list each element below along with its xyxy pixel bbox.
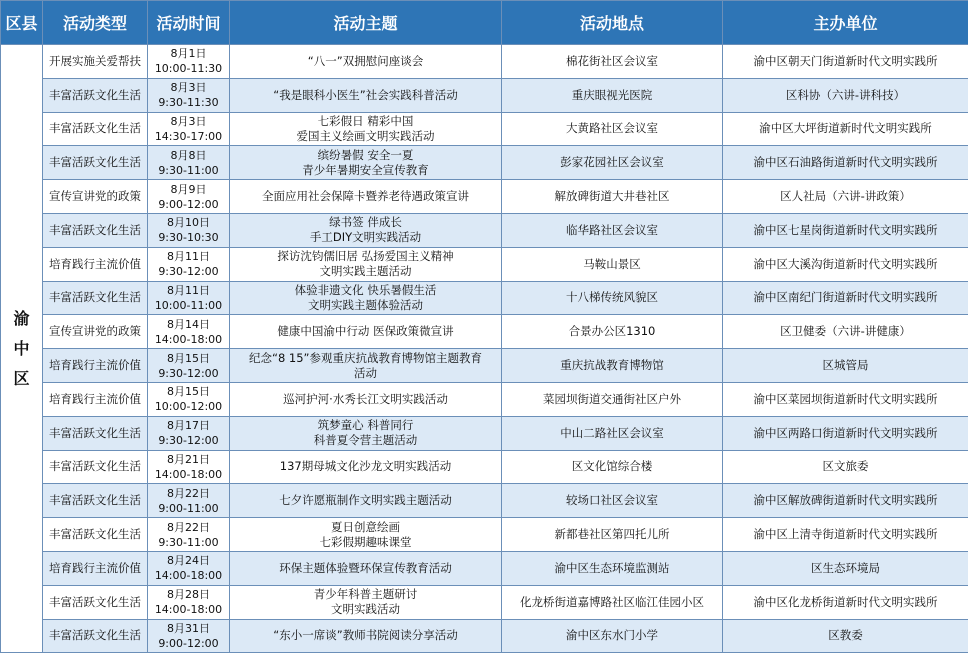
activity-theme-cell [230,484,502,518]
activity-type-cell: 丰富活跃文化生活 [43,416,148,450]
activity-theme-cell [230,518,502,552]
host-unit-cell: 渝中区化龙桥街道新时代文明实践所 [723,585,968,619]
activity-time-range: 10:00-11:30 [148,61,229,76]
activity-location-cell: 化龙桥街道嘉博路社区临江佳园小区 [502,585,723,619]
activity-theme-line: 文明实践主题活动 [230,264,501,279]
activity-theme-cell [230,45,502,79]
activity-time-cell [148,180,230,214]
header-host-unit: 主办单位 [723,1,968,45]
activity-type-cell: 培育践行主流价值 [43,247,148,281]
activity-type-cell: 丰富活跃文化生活 [43,450,148,484]
activity-location-cell: 临华路社区会议室 [502,213,723,247]
table-row [1,247,968,281]
host-unit-cell: 区文旅委 [723,450,968,484]
activity-theme-line: 七夕许愿瓶制作文明实践主题活动 [230,493,501,508]
header-activity-location: 活动地点 [502,1,723,45]
host-unit-cell: 渝中区大坪街道新时代文明实践所 [723,112,968,146]
activity-theme-line: “我是眼科小医生”社会实践科普活动 [230,88,501,103]
activity-time-cell [148,484,230,518]
table-row [1,180,968,214]
activity-theme-line: 全面应用社会保障卡暨养老待遇政策宣讲 [230,189,501,204]
activity-date: 8月10日 [148,215,229,230]
activity-time-range: 9:30-11:30 [148,95,229,110]
host-unit-cell: 区科协（六讲-讲科技） [723,78,968,112]
activity-type-cell: 丰富活跃文化生活 [43,585,148,619]
activity-type-cell: 宣传宣讲党的政策 [43,315,148,349]
activity-date: 8月15日 [148,384,229,399]
activity-theme-line: 青少年科普主题研讨 [230,587,501,602]
activity-theme-line: 巡河护河·水秀长江文明实践活动 [230,392,501,407]
activity-date: 8月15日 [148,351,229,366]
host-unit-cell: 渝中区上清寺街道新时代文明实践所 [723,518,968,552]
activity-time-cell [148,247,230,281]
activity-theme-cell [230,281,502,315]
activity-time-range: 9:30-11:00 [148,535,229,550]
activity-time-cell [148,518,230,552]
activity-theme-line: “东小一席谈”教师书院阅读分享活动 [230,628,501,643]
activity-time-range: 9:30-10:30 [148,230,229,245]
activity-location-cell: 新都巷社区第四托儿所 [502,518,723,552]
activity-time-cell [148,45,230,79]
activity-time-range: 14:30-17:00 [148,129,229,144]
activity-theme-cell [230,450,502,484]
activity-type-cell: 丰富活跃文化生活 [43,78,148,112]
table-row [1,450,968,484]
host-unit-cell: 渝中区解放碑街道新时代文明实践所 [723,484,968,518]
activity-theme-cell [230,551,502,585]
activity-location-cell: 区文化馆综合楼 [502,450,723,484]
activity-time-cell [148,78,230,112]
activity-location-cell: 大黄路社区会议室 [502,112,723,146]
district-char: 区 [1,364,42,394]
activity-location-cell: 马鞍山景区 [502,247,723,281]
activity-time-range: 10:00-11:00 [148,298,229,313]
activity-theme-line: 科普夏令营主题活动 [230,433,501,448]
activity-time-range: 9:00-12:00 [148,636,229,651]
activity-time-cell [148,619,230,653]
activity-theme-cell [230,349,502,383]
activity-type-cell: 丰富活跃文化生活 [43,518,148,552]
table-row [1,416,968,450]
activity-type-cell: 培育践行主流价值 [43,349,148,383]
activity-time-range: 9:30-12:00 [148,366,229,381]
host-unit-cell: 渝中区菜园坝街道新时代文明实践所 [723,382,968,416]
host-unit-cell: 区人社局（六讲-讲政策） [723,180,968,214]
activity-time-cell [148,551,230,585]
table-row [1,281,968,315]
activity-theme-line: 缤纷暑假 安全一夏 [230,148,501,163]
activity-theme-line: 夏日创意绘画 [230,520,501,535]
activity-time-range: 9:00-12:00 [148,197,229,212]
table-row [1,78,968,112]
activity-location-cell: 渝中区生态环境监测站 [502,551,723,585]
activity-theme-line: 健康中国渝中行动 医保政策微宣讲 [230,324,501,339]
district-cell [1,45,43,653]
table-row [1,349,968,383]
host-unit-cell: 渝中区南纪门街道新时代文明实践所 [723,281,968,315]
header-district: 区县 [1,1,43,45]
host-unit-cell: 渝中区石油路街道新时代文明实践所 [723,146,968,180]
activity-theme-cell [230,619,502,653]
activity-type-cell: 丰富活跃文化生活 [43,146,148,180]
activity-theme-line: 七彩假日 精彩中国 [230,114,501,129]
table-row [1,518,968,552]
activity-time-range: 14:00-18:00 [148,568,229,583]
activity-theme-line: 体验非遗文化 快乐暑假生活 [230,283,501,298]
activity-date: 8月22日 [148,520,229,535]
activity-location-cell: 中山二路社区会议室 [502,416,723,450]
activity-theme-line: 手工DIY文明实践活动 [230,230,501,245]
activity-theme-line: 纪念“8 15”参观重庆抗战教育博物馆主题教育 [230,351,501,366]
activity-location-cell: 较场口社区会议室 [502,484,723,518]
activity-location-cell: 解放碑街道大井巷社区 [502,180,723,214]
header-activity-type: 活动类型 [43,1,148,45]
host-unit-cell: 区生态环境局 [723,551,968,585]
activity-theme-line: 活动 [230,366,501,381]
table-row [1,112,968,146]
activity-date: 8月3日 [148,80,229,95]
activity-location-cell: 棉花街社区会议室 [502,45,723,79]
activity-theme-line: 文明实践活动 [230,602,501,617]
host-unit-cell: 区教委 [723,619,968,653]
activity-time-range: 9:30-11:00 [148,163,229,178]
activity-date: 8月11日 [148,283,229,298]
activity-theme-cell [230,213,502,247]
activity-date: 8月31日 [148,621,229,636]
header-row [1,1,968,45]
activity-time-range: 14:00-18:00 [148,332,229,347]
activity-type-cell: 宣传宣讲党的政策 [43,180,148,214]
host-unit-cell: 渝中区大溪沟街道新时代文明实践所 [723,247,968,281]
activity-theme-cell [230,112,502,146]
activity-date: 8月11日 [148,249,229,264]
activity-type-cell: 丰富活跃文化生活 [43,484,148,518]
activity-location-cell: 重庆抗战教育博物馆 [502,349,723,383]
activity-theme-line: 青少年暑期安全宣传教育 [230,163,501,178]
activity-location-cell: 彭家花园社区会议室 [502,146,723,180]
activity-theme-line: 137期母城文化沙龙文明实践活动 [230,459,501,474]
host-unit-cell: 渝中区朝天门街道新时代文明实践所 [723,45,968,79]
activity-theme-cell [230,78,502,112]
host-unit-cell: 区卫健委（六讲-讲健康） [723,315,968,349]
activity-time-cell [148,112,230,146]
activity-date: 8月17日 [148,418,229,433]
activity-type-cell: 培育践行主流价值 [43,382,148,416]
header-activity-theme: 活动主题 [230,1,502,45]
activity-location-cell: 菜园坝街道交通街社区户外 [502,382,723,416]
activity-theme-cell [230,180,502,214]
activity-time-cell [148,281,230,315]
activity-time-cell [148,349,230,383]
table-row [1,585,968,619]
activity-time-range: 9:30-12:00 [148,433,229,448]
activity-date: 8月14日 [148,317,229,332]
activity-date: 8月3日 [148,114,229,129]
activity-type-cell: 开展实施关爱帮扶 [43,45,148,79]
table-row [1,315,968,349]
activity-type-cell: 丰富活跃文化生活 [43,112,148,146]
activity-time-cell [148,213,230,247]
activity-location-cell: 合景办公区1310 [502,315,723,349]
activity-type-cell: 丰富活跃文化生活 [43,213,148,247]
header-activity-time: 活动时间 [148,1,230,45]
activity-theme-line: 环保主题体验暨环保宣传教育活动 [230,561,501,576]
activity-date: 8月21日 [148,452,229,467]
activity-theme-line: 文明实践主题体验活动 [230,298,501,313]
activity-theme-cell [230,382,502,416]
table-row [1,213,968,247]
activity-theme-cell [230,585,502,619]
activity-type-cell: 培育践行主流价值 [43,551,148,585]
host-unit-cell: 渝中区七星岗街道新时代文明实践所 [723,213,968,247]
activity-time-range: 14:00-18:00 [148,602,229,617]
activity-time-range: 9:00-11:00 [148,501,229,516]
table-row [1,484,968,518]
activity-theme-line: 七彩假期趣味课堂 [230,535,501,550]
activity-date: 8月22日 [148,486,229,501]
activity-theme-cell [230,315,502,349]
activity-location-cell: 重庆眼视光医院 [502,78,723,112]
activity-theme-line: 爱国主义绘画文明实践活动 [230,129,501,144]
activity-date: 8月9日 [148,182,229,197]
activity-theme-cell [230,416,502,450]
activity-type-cell: 丰富活跃文化生活 [43,619,148,653]
activity-time-cell [148,146,230,180]
activity-time-range: 10:00-12:00 [148,399,229,414]
activity-time-range: 14:00-18:00 [148,467,229,482]
activity-time-cell [148,382,230,416]
host-unit-cell: 渝中区两路口街道新时代文明实践所 [723,416,968,450]
activity-time-cell [148,416,230,450]
host-unit-cell: 区城管局 [723,349,968,383]
table-body [1,45,968,653]
table-row [1,382,968,416]
activity-theme-line: 绿书签 伴成长 [230,215,501,230]
activity-type-cell: 丰富活跃文化生活 [43,281,148,315]
activity-theme-cell [230,247,502,281]
table-row [1,619,968,653]
activity-date: 8月28日 [148,587,229,602]
activity-time-cell [148,450,230,484]
activity-date: 8月24日 [148,553,229,568]
activity-theme-cell [230,146,502,180]
activity-theme-line: “八一”双拥慰问座谈会 [230,54,501,69]
table-row [1,45,968,79]
activity-location-cell: 十八梯传统风貌区 [502,281,723,315]
activity-time-cell [148,315,230,349]
district-char: 渝 [1,304,42,334]
activity-theme-line: 探访沈钧儒旧居 弘扬爱国主义精神 [230,249,501,264]
activity-location-cell: 渝中区东水门小学 [502,619,723,653]
activity-time-cell [148,585,230,619]
table-row [1,146,968,180]
activity-theme-line: 筑梦童心 科普同行 [230,418,501,433]
table-row [1,551,968,585]
activity-date: 8月1日 [148,46,229,61]
activity-time-range: 9:30-12:00 [148,264,229,279]
district-char: 中 [1,334,42,364]
activity-date: 8月8日 [148,148,229,163]
